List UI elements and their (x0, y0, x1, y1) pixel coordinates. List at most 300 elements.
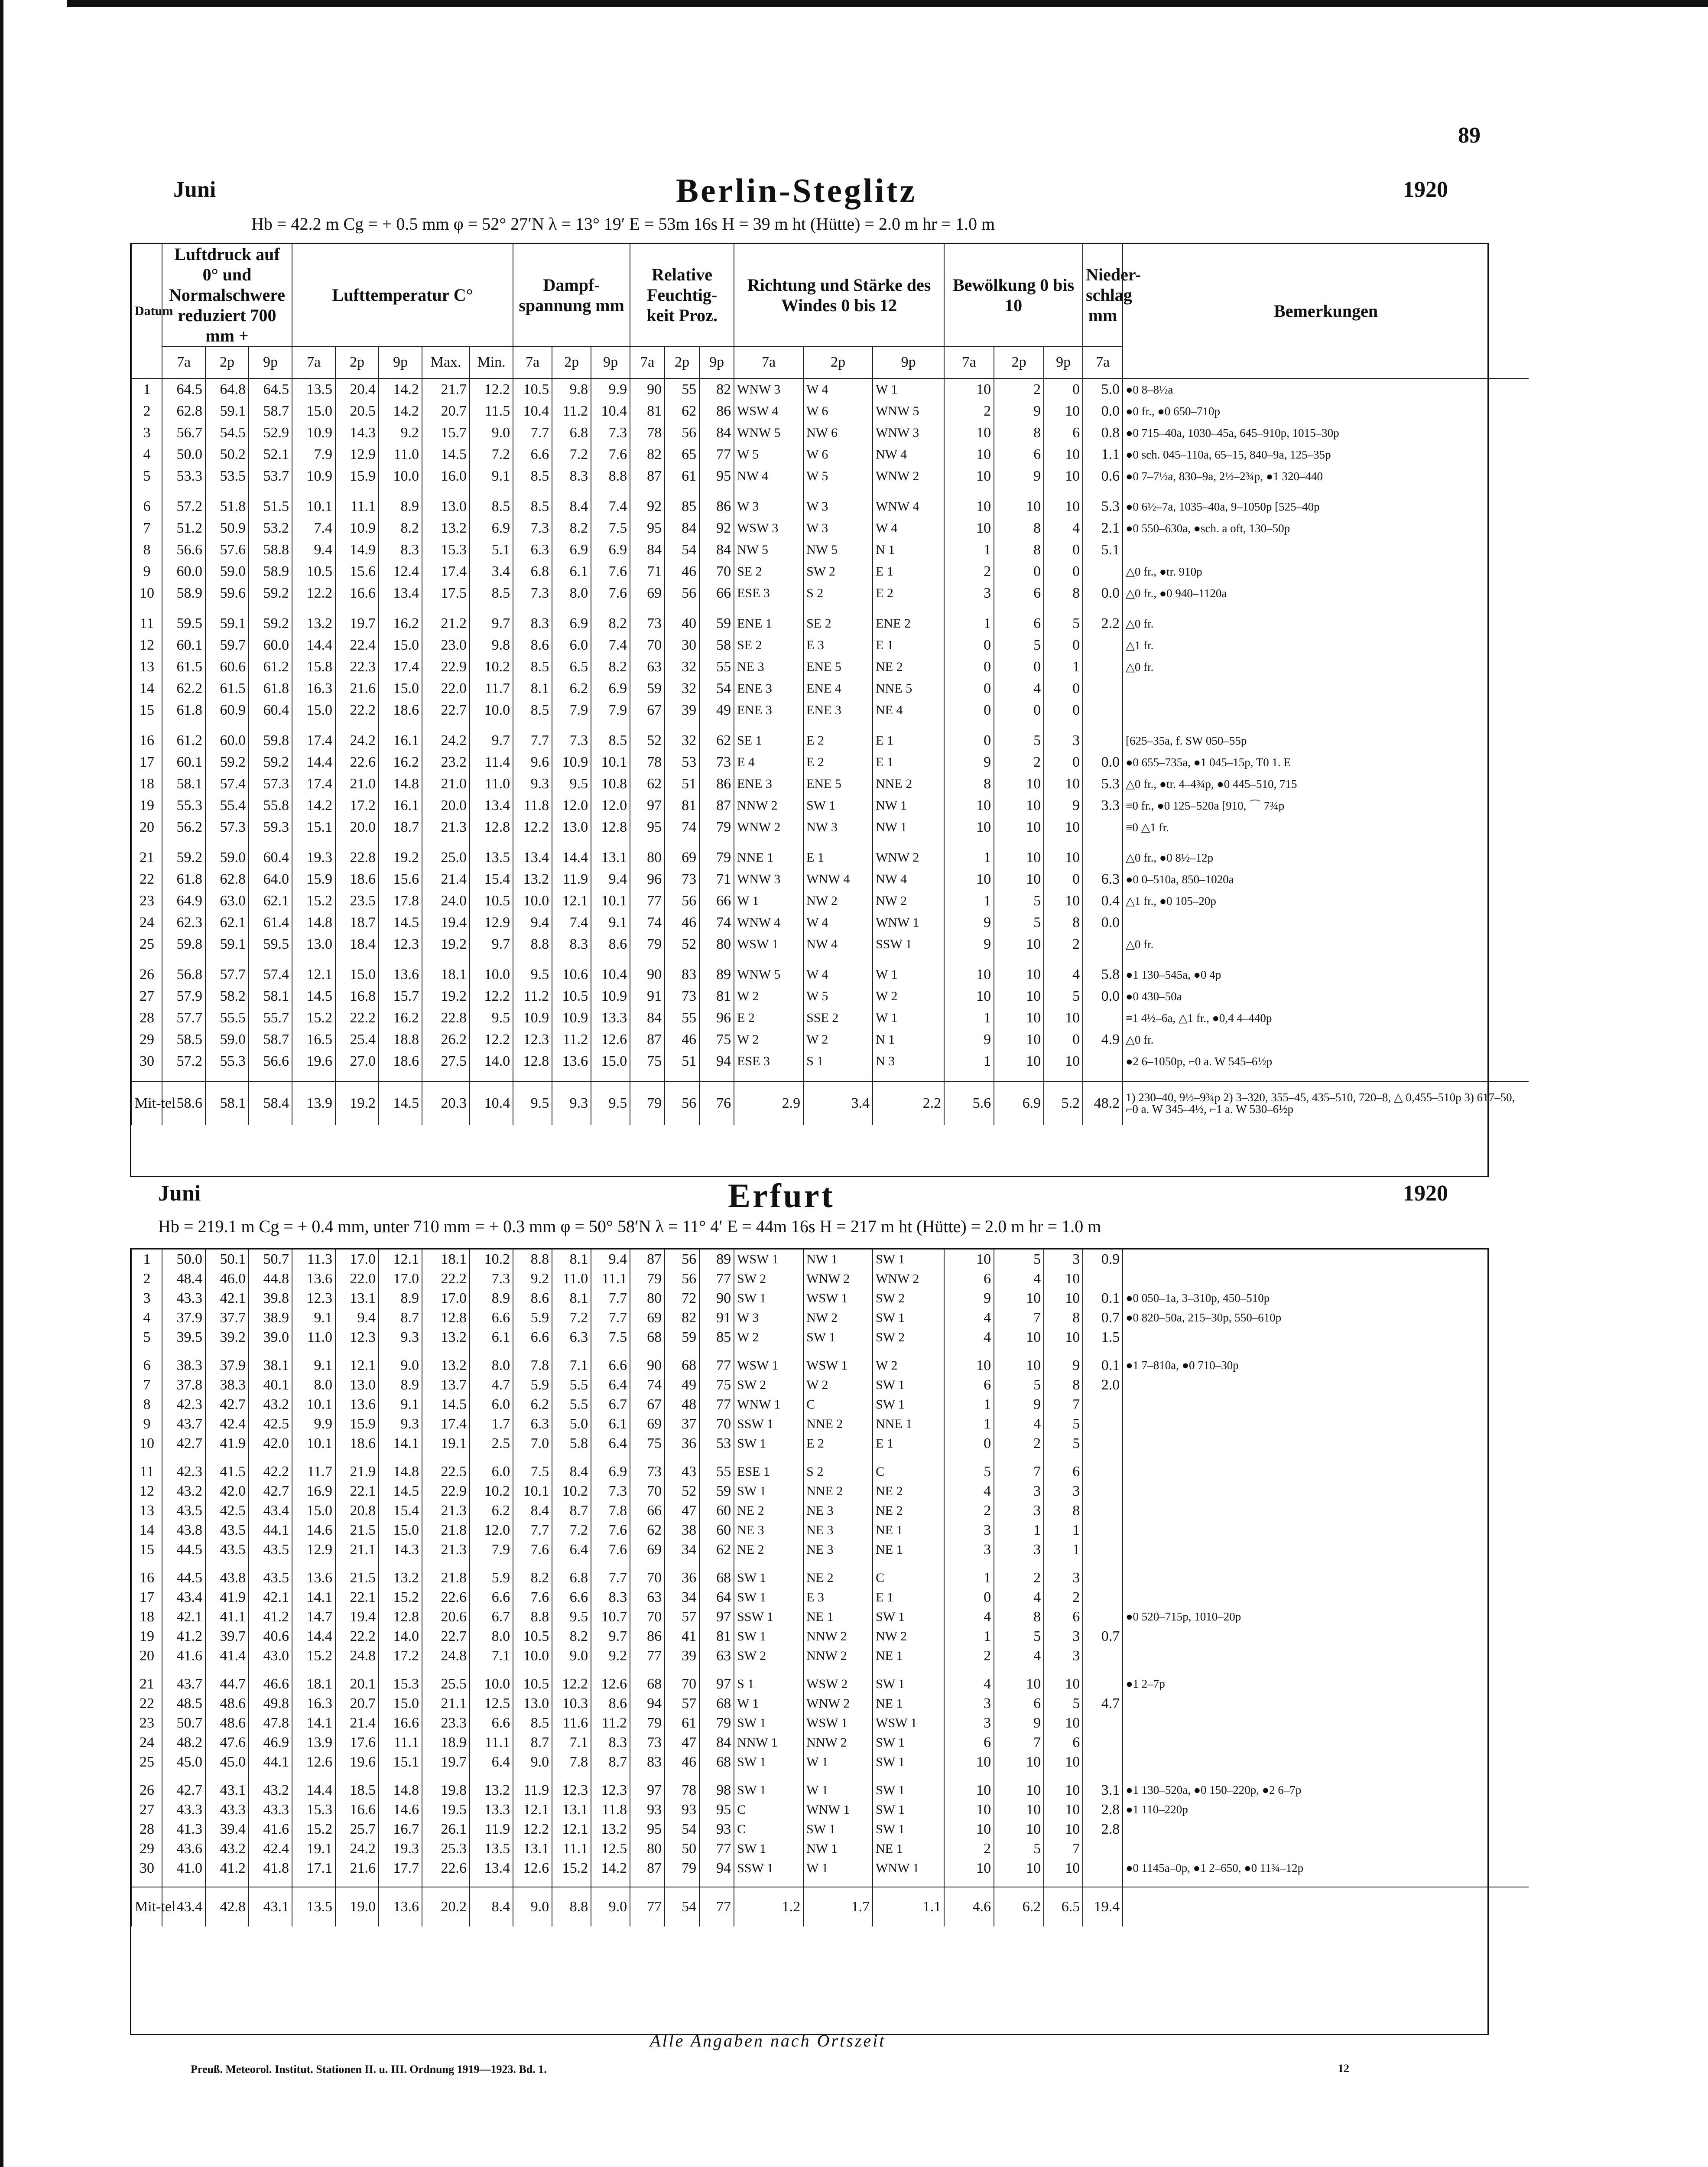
date-cell: 13 (132, 1501, 162, 1520)
value-cell: 9.3 (379, 1328, 422, 1347)
value-cell: 9.1 (379, 1395, 422, 1414)
remarks-cell (1123, 1588, 1529, 1607)
value-cell: 10.5 (513, 1674, 552, 1694)
value-cell: SW 2 (873, 1328, 944, 1347)
value-cell: 8.7 (552, 1501, 591, 1520)
value-cell: 82 (699, 378, 734, 400)
gap-cell (552, 1772, 591, 1780)
value-cell: 14.2 (292, 795, 335, 817)
gap-cell (803, 604, 873, 613)
value-cell: 68 (699, 1694, 734, 1713)
value-cell: 19.2 (379, 847, 422, 869)
value-cell: 10.2 (470, 1249, 513, 1269)
value-cell: 13.4 (470, 795, 513, 817)
value-cell: 8.6 (513, 1288, 552, 1308)
value-cell: 1 (944, 1051, 994, 1072)
value-cell: 70 (665, 1674, 699, 1694)
value-cell: NE 2 (734, 1540, 803, 1559)
date-cell: 17 (132, 752, 162, 773)
value-cell: 5.8 (1083, 964, 1123, 986)
value-cell: NW 6 (803, 422, 873, 444)
date-cell: 28 (132, 1819, 162, 1839)
value-cell: 0 (1044, 539, 1083, 561)
value-cell: 7.7 (513, 1520, 552, 1540)
value-cell: 5 (994, 1375, 1044, 1395)
value-cell: 5 (994, 1627, 1044, 1646)
value-cell: 58.7 (249, 400, 292, 422)
gap-cell (630, 1666, 665, 1674)
gap-cell (734, 838, 803, 847)
value-cell: 22.0 (422, 678, 470, 700)
value-cell: 8.9 (379, 1375, 422, 1395)
value-cell: 16.5 (292, 1029, 335, 1051)
day-row (132, 1375, 1529, 1395)
remarks-cell (1123, 1752, 1529, 1772)
value-cell: 11.5 (470, 400, 513, 422)
value-cell: 13.0 (422, 496, 470, 517)
value-cell: 37.7 (205, 1308, 249, 1328)
value-cell: 39.4 (205, 1819, 249, 1839)
value-cell: 10 (944, 964, 994, 986)
value-cell: 5 (1044, 1694, 1083, 1713)
value-cell: 59.1 (205, 934, 249, 955)
value-cell: 10.2 (552, 1481, 591, 1501)
gap-cell (1044, 1878, 1083, 1887)
gap-cell (552, 1453, 591, 1462)
gap-cell (292, 604, 335, 613)
date-cell: 2 (132, 1269, 162, 1288)
value-cell: 62.1 (249, 890, 292, 912)
value-cell: 94 (699, 1051, 734, 1072)
value-cell: W 3 (803, 517, 873, 539)
value-cell: 8.5 (470, 496, 513, 517)
value-cell: 12.3 (335, 1328, 379, 1347)
gap-cell (513, 1559, 552, 1568)
footer-note: Alle Angaben nach Ortszeit (650, 2031, 886, 2050)
value-cell: W 6 (803, 400, 873, 422)
value-cell: 14.1 (292, 1713, 335, 1733)
value-cell: 12.3 (552, 1780, 591, 1800)
value-cell: 60.1 (162, 634, 205, 656)
value-cell: 52 (665, 934, 699, 955)
value-cell: 4.9 (1083, 1029, 1123, 1051)
value-cell: 6.9 (994, 1081, 1044, 1125)
value-cell: 6.6 (470, 1308, 513, 1328)
value-cell: 91 (699, 1308, 734, 1328)
value-cell: 3 (1044, 1481, 1083, 1501)
gap-cell (249, 604, 292, 613)
value-cell: 57 (665, 1694, 699, 1713)
mean-row (132, 1081, 1529, 1125)
gap-cell (513, 1772, 552, 1780)
value-cell: 19.7 (335, 613, 379, 634)
gap-cell (379, 1772, 422, 1780)
value-cell: 0 (994, 561, 1044, 582)
value-cell: 15.9 (335, 1414, 379, 1434)
value-cell: 56.2 (162, 817, 205, 838)
value-cell: 10 (944, 1249, 994, 1269)
value-cell: WNW 3 (873, 422, 944, 444)
remarks-cell (1123, 1481, 1529, 1501)
value-cell: 23.3 (422, 1713, 470, 1733)
remarks-cell: ●1 7–810a, ●0 710–30p (1123, 1356, 1529, 1375)
value-cell: 63 (630, 656, 665, 678)
value-cell: 23.5 (335, 890, 379, 912)
value-cell: 10.5 (292, 561, 335, 582)
value-cell: 97 (630, 1780, 665, 1800)
value-cell: 10 (944, 1780, 994, 1800)
gap-cell (994, 1878, 1044, 1887)
remarks-cell (1123, 1414, 1529, 1434)
remarks-cell (1123, 1646, 1529, 1666)
gap-cell (630, 955, 665, 964)
value-cell: NNE 1 (873, 1414, 944, 1434)
value-cell: 13.2 (422, 1328, 470, 1347)
gap-cell (470, 1453, 513, 1462)
value-cell: 7.6 (513, 1588, 552, 1607)
value-cell: 58.5 (162, 1029, 205, 1051)
value-cell: 13.2 (470, 1780, 513, 1800)
value-cell: 10.8 (591, 773, 630, 795)
value-cell: 24.8 (422, 1646, 470, 1666)
value-cell: 11.1 (379, 1733, 422, 1752)
value-cell: 12.6 (513, 1858, 552, 1878)
sub-header: 9p (249, 346, 292, 378)
remarks-cell: ●0 050–1a, 3–310p, 450–510p (1123, 1288, 1529, 1308)
value-cell: 84 (630, 539, 665, 561)
gap-cell (205, 1666, 249, 1674)
gap-cell (873, 838, 944, 847)
value-cell: 17.4 (379, 656, 422, 678)
date-cell: 15 (132, 700, 162, 721)
gap-cell (470, 604, 513, 613)
value-cell: 14.1 (379, 1434, 422, 1453)
date-cell: 8 (132, 539, 162, 561)
value-cell: NW 2 (803, 890, 873, 912)
value-cell: 48.6 (205, 1694, 249, 1713)
value-cell: NE 3 (734, 656, 803, 678)
value-cell: 7.6 (591, 444, 630, 465)
gap-cell (1083, 1453, 1123, 1462)
value-cell: 64.0 (249, 869, 292, 890)
value-cell: WNW 2 (803, 1269, 873, 1288)
value-cell: ESE 3 (734, 582, 803, 604)
value-cell: 57.7 (162, 1007, 205, 1029)
value-cell: 22.7 (422, 1627, 470, 1646)
date-cell: 10 (132, 1434, 162, 1453)
value-cell: 5.5 (552, 1375, 591, 1395)
value-cell: 75 (699, 1029, 734, 1051)
value-cell: W 6 (803, 444, 873, 465)
value-cell: 21.7 (422, 378, 470, 400)
value-cell: 1 (944, 1568, 994, 1588)
value-cell: 10.4 (470, 1081, 513, 1125)
value-cell: 59.2 (249, 582, 292, 604)
value-cell: 17.4 (422, 561, 470, 582)
gap-cell (944, 1347, 994, 1356)
gap-cell (292, 1559, 335, 1568)
value-cell: 12.3 (591, 1780, 630, 1800)
value-cell: 95 (699, 465, 734, 487)
value-cell: 22.4 (335, 634, 379, 656)
value-cell: 8.0 (552, 582, 591, 604)
value-cell: 1 (944, 890, 994, 912)
value-cell: 79 (699, 1713, 734, 1733)
value-cell: 8 (1044, 1501, 1083, 1520)
value-cell: 13.0 (335, 1375, 379, 1395)
date-cell: 7 (132, 1375, 162, 1395)
value-cell: 12.1 (292, 964, 335, 986)
value-cell: 56.8 (162, 964, 205, 986)
value-cell: SSW 1 (873, 934, 944, 955)
gap-cell (994, 1453, 1044, 1462)
value-cell: 9.5 (513, 964, 552, 986)
value-cell (1083, 847, 1123, 869)
value-cell: 9.1 (591, 912, 630, 934)
gap-cell (873, 1072, 944, 1081)
value-cell: 63 (630, 1588, 665, 1607)
value-cell: 34 (665, 1588, 699, 1607)
value-cell: 22.3 (335, 656, 379, 678)
value-cell: 5.6 (944, 1081, 994, 1125)
gap-cell (699, 487, 734, 496)
value-cell: 54 (665, 1887, 699, 1926)
value-cell: W 1 (803, 1780, 873, 1800)
value-cell: 81 (699, 986, 734, 1007)
value-cell: 43.7 (162, 1414, 205, 1434)
value-cell: 10 (994, 1029, 1044, 1051)
day-row (132, 1007, 1529, 1029)
value-cell: 20.4 (335, 378, 379, 400)
value-cell: 13.5 (292, 1887, 335, 1926)
value-cell: 43.2 (162, 1481, 205, 1501)
value-cell: E 1 (873, 1588, 944, 1607)
value-cell: 1.2 (734, 1887, 803, 1926)
value-cell: 7 (994, 1733, 1044, 1752)
value-cell: 71 (699, 869, 734, 890)
date-cell: 25 (132, 1752, 162, 1772)
value-cell: WNW 3 (734, 378, 803, 400)
value-cell: 8.5 (513, 700, 552, 721)
value-cell: 11.4 (470, 752, 513, 773)
gap-cell (132, 487, 162, 496)
value-cell: 12.1 (335, 1356, 379, 1375)
value-cell: 68 (630, 1674, 665, 1694)
value-cell: W 3 (734, 496, 803, 517)
value-cell: 12.8 (513, 1051, 552, 1072)
value-cell: 8.7 (591, 1752, 630, 1772)
gap-cell (162, 1559, 205, 1568)
value-cell: 9 (994, 1395, 1044, 1414)
value-cell: 15.0 (292, 1501, 335, 1520)
value-cell: 12.0 (591, 795, 630, 817)
gap-cell (699, 1453, 734, 1462)
value-cell: W 1 (873, 1007, 944, 1029)
value-cell: 8.2 (591, 613, 630, 634)
value-cell: E 4 (734, 752, 803, 773)
value-cell: 22.2 (422, 1269, 470, 1288)
value-cell: 7.5 (591, 517, 630, 539)
gap-cell (422, 1666, 470, 1674)
day-row (132, 1819, 1529, 1839)
gap-cell (591, 1347, 630, 1356)
value-cell: 10 (944, 1752, 994, 1772)
value-cell: 39.2 (205, 1328, 249, 1347)
gap-cell (994, 604, 1044, 613)
value-cell: 43.5 (162, 1501, 205, 1520)
date-cell: 26 (132, 964, 162, 986)
gap-cell (292, 1878, 335, 1887)
value-cell: 17.1 (292, 1858, 335, 1878)
value-cell: 12.3 (513, 1029, 552, 1051)
value-cell: 24.2 (335, 730, 379, 752)
value-cell: 73 (630, 1733, 665, 1752)
value-cell: 19.1 (422, 1434, 470, 1453)
gap-cell (132, 1666, 162, 1674)
value-cell: 57.4 (249, 964, 292, 986)
value-cell: 59.2 (205, 752, 249, 773)
value-cell: 10 (944, 986, 994, 1007)
value-cell: 42.5 (205, 1501, 249, 1520)
value-cell: 61.8 (249, 678, 292, 700)
value-cell: 7.1 (552, 1356, 591, 1375)
value-cell: 18.8 (379, 1029, 422, 1051)
value-cell: 12.8 (470, 817, 513, 838)
value-cell: 22.6 (335, 752, 379, 773)
value-cell: 10 (944, 422, 994, 444)
value-cell: 48.4 (162, 1269, 205, 1288)
gap-cell (292, 1347, 335, 1356)
value-cell: 0 (1044, 1029, 1083, 1051)
value-cell: 86 (699, 773, 734, 795)
remarks-cell: △0 fr. (1123, 934, 1529, 955)
value-cell: 14.2 (591, 1858, 630, 1878)
value-cell: NW 2 (873, 1627, 944, 1646)
value-cell: 86 (630, 1627, 665, 1646)
value-cell: 9.8 (470, 634, 513, 656)
value-cell: ENE 4 (803, 678, 873, 700)
value-cell: NE 2 (734, 1501, 803, 1520)
value-cell: 9.7 (591, 1627, 630, 1646)
value-cell: 0 (944, 730, 994, 752)
value-cell: 57.2 (162, 496, 205, 517)
gap-cell (335, 1072, 379, 1081)
value-cell: 58.4 (249, 1081, 292, 1125)
value-cell: 59.2 (162, 847, 205, 869)
value-cell: 37.9 (162, 1308, 205, 1328)
date-cell: 12 (132, 1481, 162, 1501)
day-row (132, 700, 1529, 721)
value-cell: 1 (1044, 1540, 1083, 1559)
value-cell: W 1 (873, 964, 944, 986)
date-cell: 13 (132, 656, 162, 678)
value-cell: 15.4 (470, 869, 513, 890)
value-cell: 2.1 (1083, 517, 1123, 539)
value-cell: 15.8 (292, 656, 335, 678)
value-cell: 11.9 (513, 1780, 552, 1800)
date-cell: 23 (132, 890, 162, 912)
value-cell: 68 (699, 1752, 734, 1772)
sub-header: 2p (205, 346, 249, 378)
value-cell: 1.5 (1083, 1328, 1123, 1347)
value-cell: 15.2 (292, 1646, 335, 1666)
value-cell: E 1 (873, 1434, 944, 1453)
value-cell: 6 (994, 1694, 1044, 1713)
gap-cell (1123, 1559, 1529, 1568)
gap-cell (1044, 1072, 1083, 1081)
day-row (132, 730, 1529, 752)
value-cell: 45.0 (162, 1752, 205, 1772)
value-cell: 57.6 (205, 539, 249, 561)
date-cell: 6 (132, 1356, 162, 1375)
gap-cell (803, 1772, 873, 1780)
value-cell: 7.1 (552, 1733, 591, 1752)
gap-cell (292, 487, 335, 496)
value-cell: 2.8 (1083, 1800, 1123, 1819)
gap-cell (873, 604, 944, 613)
gap-cell (1083, 1559, 1123, 1568)
value-cell: 6.3 (552, 1328, 591, 1347)
value-cell: NNW 2 (803, 1627, 873, 1646)
value-cell: 34 (665, 1540, 699, 1559)
value-cell: 22.6 (422, 1858, 470, 1878)
value-cell: 10 (994, 1800, 1044, 1819)
value-cell: SW 2 (803, 561, 873, 582)
value-cell: 27.0 (335, 1051, 379, 1072)
value-cell: 51.5 (249, 496, 292, 517)
value-cell: 73 (699, 752, 734, 773)
value-cell: 0 (1044, 700, 1083, 721)
value-cell: 42.3 (162, 1395, 205, 1414)
value-cell: 62 (665, 400, 699, 422)
value-cell: 22.7 (422, 700, 470, 721)
value-cell: W 4 (803, 964, 873, 986)
date-cell: 9 (132, 561, 162, 582)
value-cell: NNE 1 (734, 847, 803, 869)
gap-cell (513, 487, 552, 496)
value-cell: NE 1 (873, 1646, 944, 1666)
value-cell: 10.1 (513, 1481, 552, 1501)
day-row (132, 1733, 1529, 1752)
value-cell: 6 (994, 582, 1044, 604)
value-cell: 8.2 (591, 656, 630, 678)
gap-cell (335, 1453, 379, 1462)
value-cell: 20.3 (422, 1081, 470, 1125)
gap-cell (513, 1453, 552, 1462)
value-cell: 14.8 (379, 1780, 422, 1800)
value-cell: 14.3 (379, 1540, 422, 1559)
value-cell: 5 (994, 912, 1044, 934)
value-cell: 10.3 (552, 1694, 591, 1713)
value-cell: 7.9 (552, 700, 591, 721)
gap-cell (873, 721, 944, 730)
value-cell: 10 (944, 465, 994, 487)
value-cell: 43.1 (249, 1887, 292, 1926)
value-cell: WSW 1 (803, 1356, 873, 1375)
value-cell: 37 (665, 1414, 699, 1434)
value-cell: NE 2 (803, 1568, 873, 1588)
value-cell: 77 (699, 1395, 734, 1414)
gap-cell (513, 955, 552, 964)
gap-cell (734, 1453, 803, 1462)
value-cell: SW 1 (873, 1733, 944, 1752)
value-cell: 2 (994, 752, 1044, 773)
value-cell: 6 (944, 1733, 994, 1752)
col-header-pressure: Luftdruck auf 0° und Normalschwere reduziert 700 mm + (162, 244, 292, 346)
gap-cell (591, 955, 630, 964)
value-cell: 9 (1044, 1356, 1083, 1375)
value-cell: 10 (944, 517, 994, 539)
